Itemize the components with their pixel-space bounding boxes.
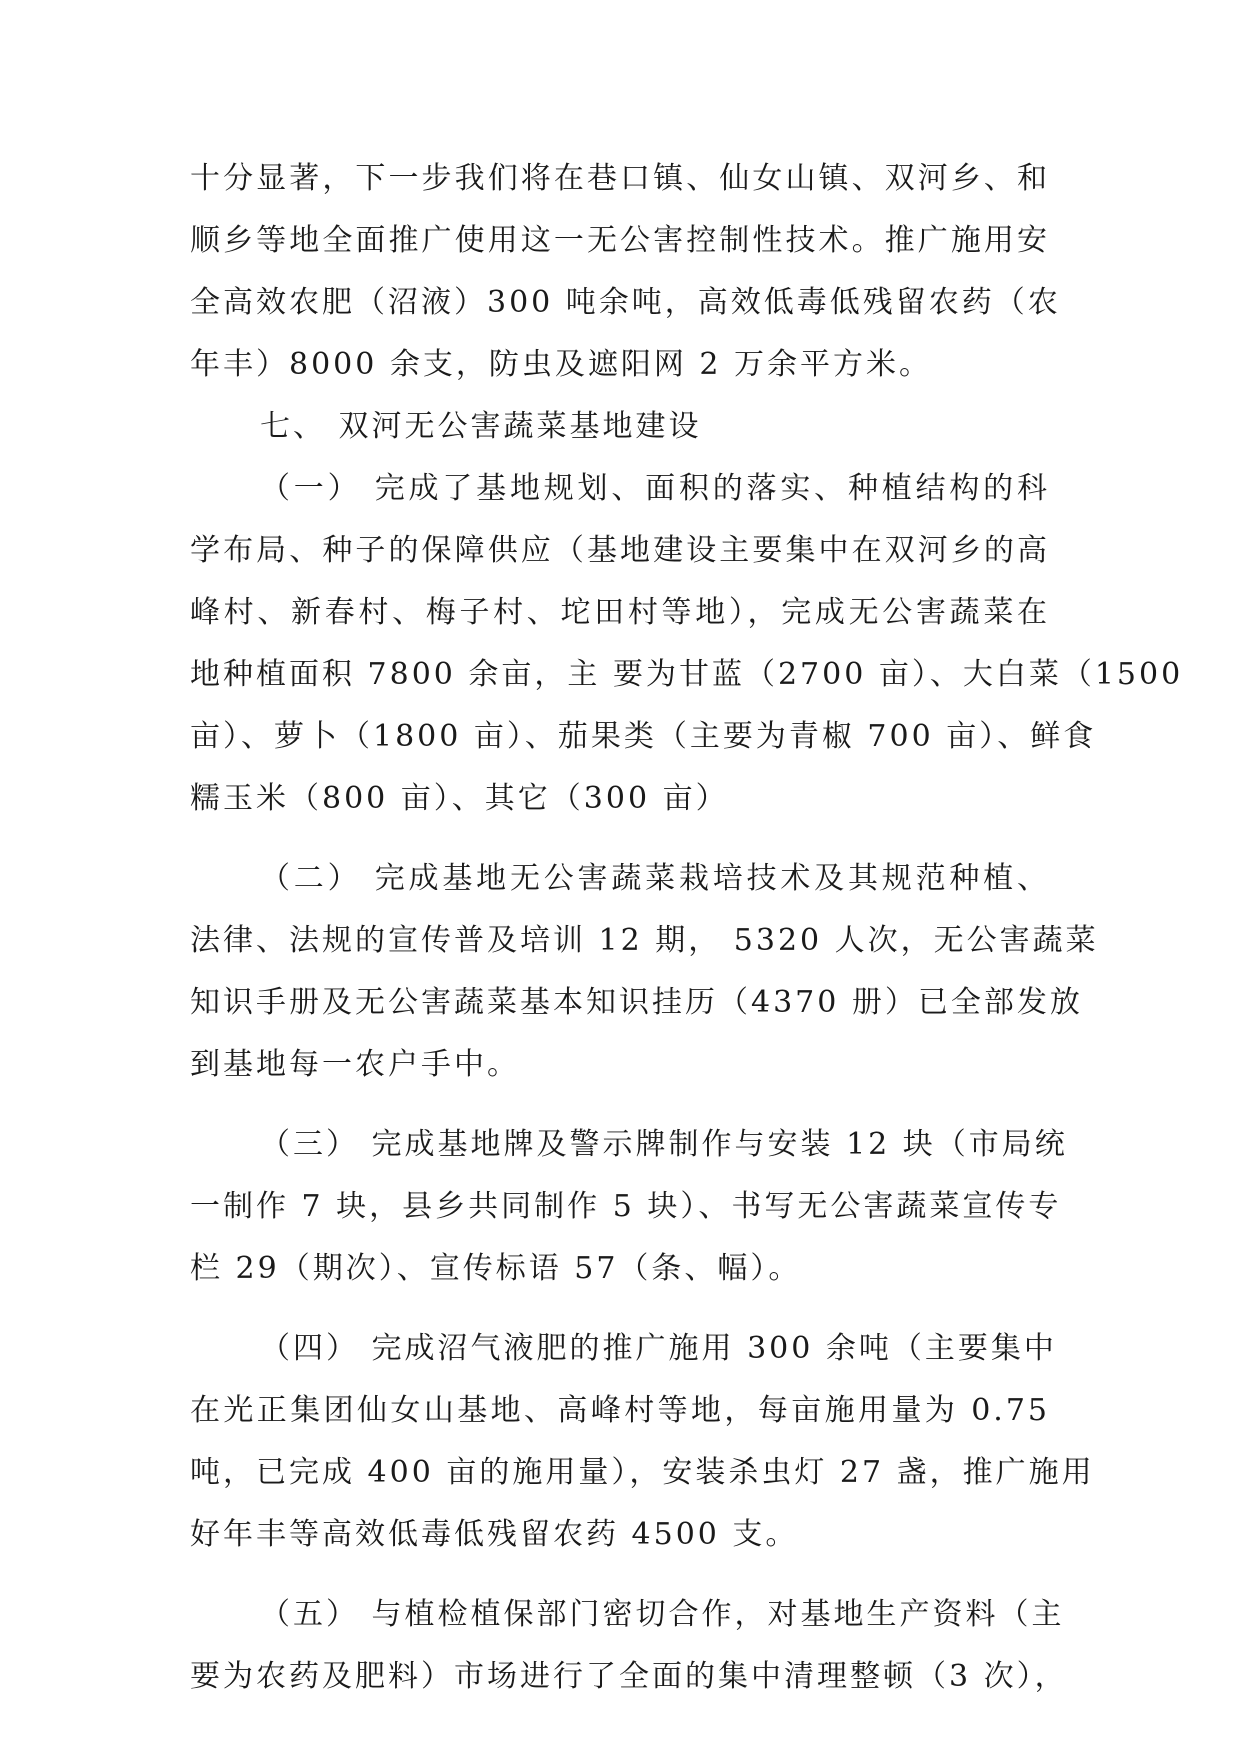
- text-line: 峰村、新春村、梅子村、坨田村等地），完成无公害蔬菜在: [190, 595, 1050, 630]
- text-line: 地种植面积 7800 余亩，主 要为甘蓝（2700 亩）、大白菜（1500: [190, 657, 1184, 692]
- text-line: 一制作 7 块，县乡共同制作 5 块）、书写无公害蔬菜宣传专: [190, 1189, 1062, 1224]
- text-line: 亩）、萝卜（1800 亩）、茄果类（主要为青椒 700 亩）、鲜食: [190, 719, 1097, 754]
- text-line: 学布局、种子的保障供应（基地建设主要集中在双河乡的高: [190, 533, 1050, 568]
- text-line: 在光正集团仙女山基地、高峰村等地，每亩施用量为 0.75: [190, 1393, 1050, 1428]
- text-line: 到基地每一农户手中。: [190, 1047, 520, 1082]
- text-line: 十分显著，下一步我们将在巷口镇、仙女山镇、双河乡、和: [190, 161, 1050, 196]
- text-line: （三） 完成基地牌及警示牌制作与安装 12 块（市局统: [260, 1127, 1068, 1162]
- section-heading: 七、 双河无公害蔬菜基地建设: [260, 409, 702, 444]
- text-line: （二） 完成基地无公害蔬菜栽培技术及其规范种植、: [260, 861, 1050, 896]
- document-body: [190, 148, 1184, 1708]
- text-line: 糯玉米（800 亩）、其它（300 亩）: [190, 781, 729, 816]
- text-line: （一） 完成了基地规划、面积的落实、种植结构的科: [260, 471, 1050, 506]
- text-line: 要为农药及肥料）市场进行了全面的集中清理整顿（3 次），: [190, 1659, 1068, 1694]
- text-line: 栏 29（期次）、宣传标语 57（条、幅）。: [190, 1251, 802, 1286]
- text-line: 年丰）8000 余支，防虫及遮阳网 2 万余平方米。: [190, 347, 933, 382]
- text-line: 顺乡等地全面推广使用这一无公害控制性技术。推广施用安: [190, 223, 1050, 258]
- text-line: 知识手册及无公害蔬菜基本知识挂历（4370 册）已全部发放: [190, 985, 1083, 1020]
- text-line: （五） 与植检植保部门密切合作，对基地生产资料（主: [260, 1597, 1065, 1632]
- text-line: （四） 完成沼气液肥的推广施用 300 余吨（主要集中: [260, 1331, 1057, 1366]
- text-line: 全高效农肥（沼液）300 吨余吨，高效低毒低残留农药（农: [190, 285, 1061, 320]
- text-line: 吨，已完成 400 亩的施用量），安装杀虫灯 27 盏，推广施用: [190, 1455, 1095, 1490]
- text-line: 好年丰等高效低毒低残留农药 4500 支。: [190, 1517, 799, 1552]
- text-line: 法律、法规的宣传普及培训 12 期， 5320 人次，无公害蔬菜: [190, 923, 1099, 958]
